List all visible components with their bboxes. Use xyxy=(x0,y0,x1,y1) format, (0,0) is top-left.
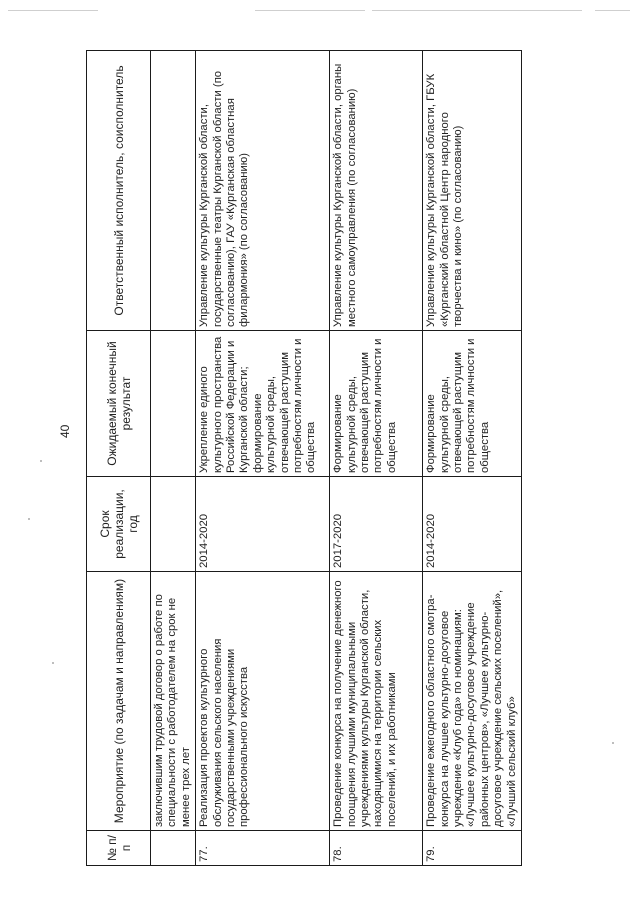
header-executor: Ответственный исполнитель, соисполнитель xyxy=(87,51,151,331)
rotated-page-content xyxy=(86,51,518,866)
cell-executor: Управление культуры Курганской области, ГБУК «Курганский областной Центр народного творчества и кино» (по согласованию) xyxy=(423,51,522,331)
cell-event: заключившим трудовой договор о работе по специальности с работодателем на срок не менее трех лет xyxy=(151,572,196,831)
scan-speck xyxy=(612,742,614,744)
header-period: Срок реализации, год xyxy=(87,477,151,572)
table-row xyxy=(151,51,196,866)
scan-artifact-line xyxy=(255,10,365,11)
table-row xyxy=(330,51,423,866)
header-result: Ожидаемый конечный результат xyxy=(87,331,151,477)
cell-event: Проведение ежегодного областного смотра-конкурса на лучшее культурно-досуговое учреждение «Клуб года» по номинациям: «Лучшее культурно-досуговое учреждение районных центров», «Лучшее культурно-досуговое учреждение сельских поселений», «Лучший сельский клуб» xyxy=(423,572,522,831)
scan-speck xyxy=(52,662,54,664)
scan-artifact-line xyxy=(8,10,98,11)
cell-period: 2014-2020 xyxy=(423,477,522,572)
header-num: № п/п xyxy=(87,831,151,866)
cell-num: 79. xyxy=(423,831,522,866)
scan-speck xyxy=(40,460,42,462)
cell-event: Реализация проектов культурного обслуживания сельского населения государственными учреждениями профессионального искусства xyxy=(196,572,330,831)
cell-executor: Управление культуры Курганской области, государственные театры Курганской области (по согласованию), ГАУ «Курганская областная филармония» (по согласованию) xyxy=(196,51,330,331)
table-row xyxy=(423,51,522,866)
table-header-row xyxy=(87,51,151,866)
cell-result: Формирование культурной среды, отвечающей растущим потребностям личности и общества xyxy=(330,331,423,477)
cell-executor xyxy=(151,51,196,331)
cell-period: 2017-2020 xyxy=(330,477,423,572)
cell-num xyxy=(151,831,196,866)
cell-num: 78. xyxy=(330,831,423,866)
cell-event: Проведение конкурса на получение денежного поощрения лучшими муниципальными учреждениями культуры Курганской области, находящимися на территории сельских поселений, и их работниками xyxy=(330,572,423,831)
scan-artifact-line xyxy=(595,10,630,11)
cell-period xyxy=(151,477,196,572)
cell-period: 2014-2020 xyxy=(196,477,330,572)
activities-table xyxy=(86,50,522,866)
header-event: Мероприятие (по задачам и направлениям) xyxy=(87,572,151,831)
scan-artifact-line xyxy=(372,10,582,11)
cell-result: Укрепление единого культурного пространства Российской Федерации и Курганской области; формирование культурной среды, отвечающей растущим потребностям личности и общества xyxy=(196,331,330,477)
cell-executor: Управление культуры Курганской области, органы местного самоуправления (по согласованию) xyxy=(330,51,423,331)
table-row xyxy=(196,51,330,866)
cell-result: Формирование культурной среды, отвечающей растущим потребностям личности и общества xyxy=(423,331,522,477)
scan-speck xyxy=(28,518,30,520)
cell-result xyxy=(151,331,196,477)
cell-num: 77. xyxy=(196,831,330,866)
page-number: 40 xyxy=(58,424,72,438)
